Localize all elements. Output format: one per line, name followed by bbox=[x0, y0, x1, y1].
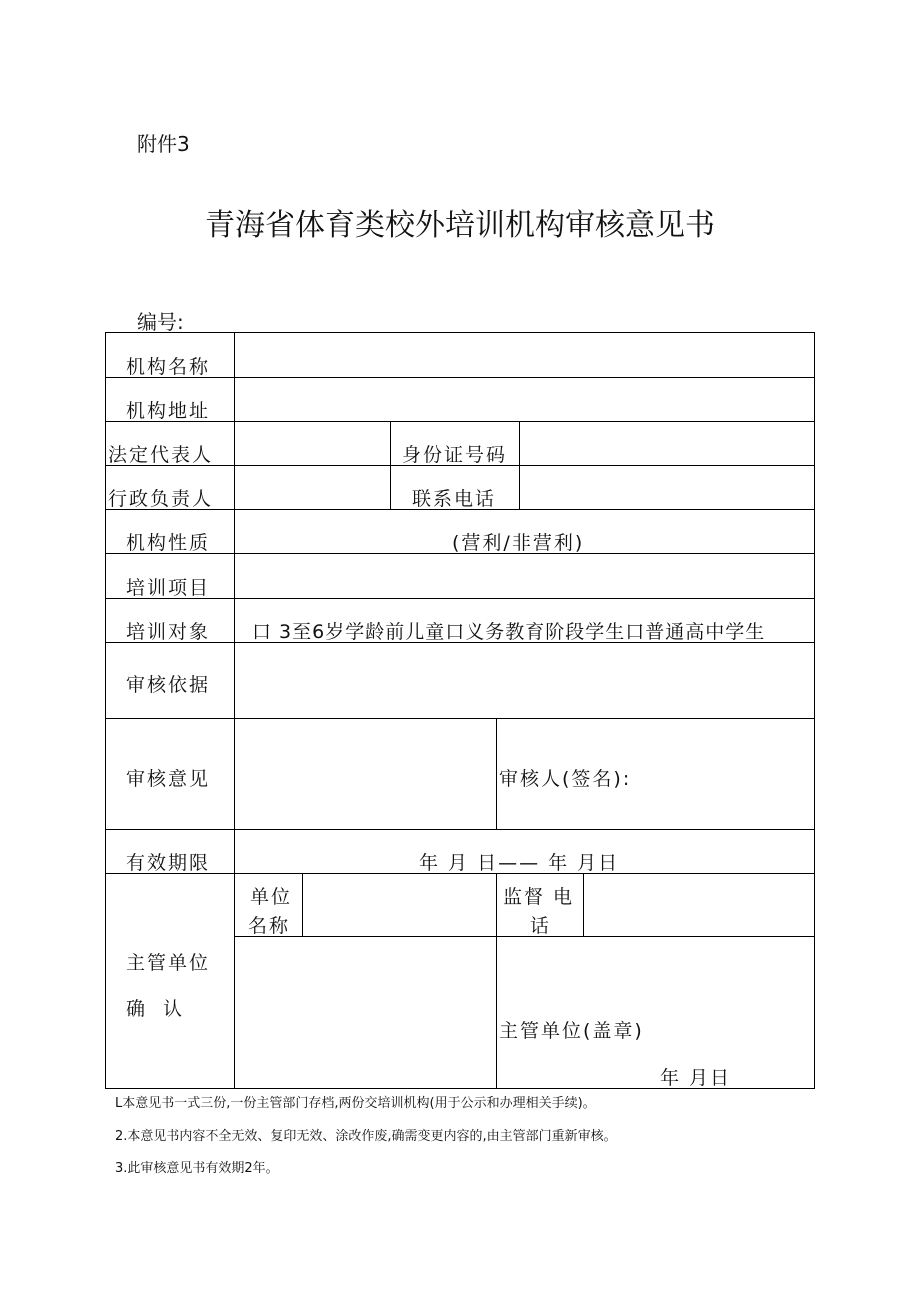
supervisor-label-line2: 确 认 bbox=[126, 998, 189, 1020]
org-name-label: 机构名称 bbox=[126, 356, 211, 378]
org-name-field[interactable] bbox=[240, 352, 810, 374]
review-opinion-label: 审核意见 bbox=[126, 768, 211, 790]
contact-phone-label: 联系电话 bbox=[412, 488, 497, 510]
supervisor-label-line1: 主管单位 bbox=[126, 952, 211, 974]
review-opinion-field[interactable] bbox=[240, 725, 490, 825]
attachment-label: 附件3 bbox=[137, 132, 190, 156]
validity-label: 有效期限 bbox=[126, 852, 211, 874]
training-target-label: 培训对象 bbox=[126, 621, 211, 643]
validity-dates[interactable]: 年 月 日—— 年 月日 bbox=[419, 852, 620, 874]
admin-head-field[interactable] bbox=[240, 484, 385, 506]
review-basis-label: 审核依据 bbox=[126, 674, 211, 696]
training-target-options[interactable]: 口 3至6岁学龄前儿童口义务教育阶段学生口普通高中学生 bbox=[252, 621, 766, 643]
admin-head-label: 行政负责人 bbox=[108, 488, 214, 510]
serial-number bbox=[137, 306, 200, 335]
training-items-label: 培训项目 bbox=[126, 577, 211, 599]
legal-rep-field[interactable] bbox=[240, 440, 385, 462]
serial-number-label: 编号: bbox=[137, 310, 184, 334]
id-number-label: 身份证号码 bbox=[402, 444, 508, 466]
supervise-phone-field[interactable] bbox=[590, 880, 810, 932]
supervise-phone-label-line2: 话 bbox=[530, 915, 552, 937]
org-nature-label: 机构性质 bbox=[126, 532, 211, 554]
review-basis-field[interactable] bbox=[240, 650, 810, 712]
unit-name-label-line1: 单位 bbox=[250, 886, 293, 908]
org-address-field[interactable] bbox=[240, 396, 810, 418]
org-nature-value[interactable]: (营利/非营利) bbox=[452, 532, 585, 554]
legal-rep-label: 法定代表人 bbox=[108, 444, 214, 466]
note-2: 2.本意见书内容不全无效、复印无效、涂改作废,确需变更内容的,由主管部门重新审核。 bbox=[115, 1129, 617, 1144]
training-items-field[interactable] bbox=[240, 573, 810, 595]
id-number-field[interactable] bbox=[525, 440, 810, 462]
unit-name-field[interactable] bbox=[308, 880, 490, 932]
unit-name-label-line2: 名称 bbox=[248, 915, 291, 937]
supervisor-seal-label: 主管单位(盖章) bbox=[499, 1020, 644, 1042]
supervisor-date-label: 年 月日 bbox=[660, 1067, 732, 1089]
page-title: 青海省体育类校外培训机构审核意见书 bbox=[205, 208, 715, 243]
reviewer-signature-label: 审核人(签名): bbox=[499, 768, 632, 790]
supervise-phone-label-line1: 监督 电 bbox=[503, 886, 575, 908]
note-3: 3.此审核意见书有效期2年。 bbox=[115, 1161, 279, 1176]
contact-phone-field[interactable] bbox=[525, 484, 810, 506]
note-1: L本意见书一式三份,一份主管部门存档,两份交培训机构(用于公示和办理相关手续)。 bbox=[115, 1096, 596, 1111]
org-address-label: 机构地址 bbox=[126, 400, 211, 422]
